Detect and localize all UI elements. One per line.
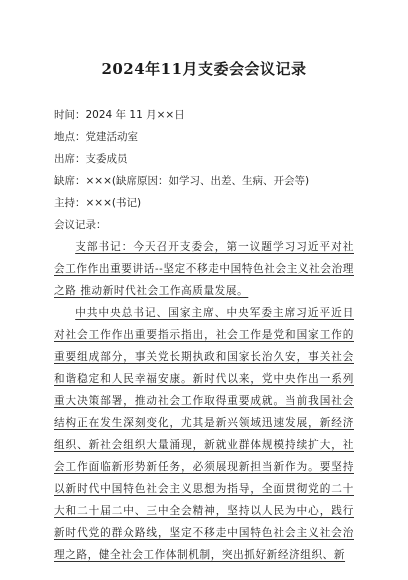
document-body (54, 236, 354, 566)
meta-time: 时间：2024 年 11 月××日 (54, 109, 185, 121)
paragraph-secretary (54, 236, 354, 302)
meta-host: 主持：×××(书记) (54, 197, 142, 209)
document-title: 2024年11月支委会会议记录 (101, 60, 307, 78)
paragraph-text: 中共中央总书记、国家主席、中央军委主席习近平近日对社会工作作出重要指示指出，社会工作是党和国家工作的重要组成部分，事关党长期执政和国家长治久安，事关社会和谐稳定和人民幸福安康。新时代以来，党中央作出一系列重大决策部署，推动社会工作取得重要成就。当前我国社会结构正在发生深刻变化，尤其是新兴领域迅速发展，新经济组织、新社会组织大量涌现，新就业群体规模持续扩大，社会工作面临新形势新任务，必须展现新担当新作为。要坚持以新时代中国特色社会主义思想为指导，全面贯彻党的二十大和二十届二中、三中全会精神，坚持以人民为中心，践行新时代党的群众路线，坚定不移走中国特色社会主义社会治理之路，健全社会工作体制机制，突出抓好新经济组织、新 (54, 307, 354, 561)
paragraph-directive (54, 302, 354, 566)
meta-absent: 缺席：×××(缺席原因：如学习、出差、生病、开会等) (54, 175, 310, 187)
meta-record-label: 会议记录： (54, 219, 107, 231)
meta-attendees: 出席：支委成员 (54, 153, 128, 165)
meta-place: 地点：党建活动室 (54, 131, 138, 143)
paragraph-text: 支部书记：今天召开支委会，第一议题学习习近平对社会工作作出重要讲话--坚定不移走中国特色社会主义社会治理之路 推动新时代社会工作高质量发展。 (54, 241, 354, 297)
